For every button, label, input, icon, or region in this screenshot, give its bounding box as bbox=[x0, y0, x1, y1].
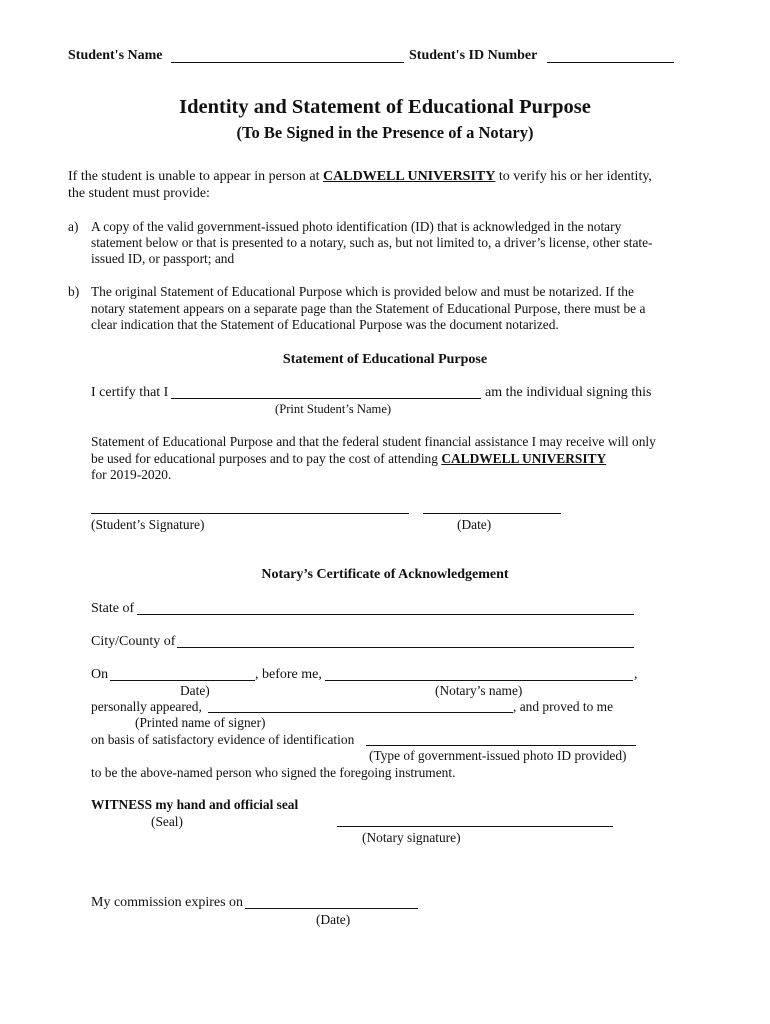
proved-label: , and proved to me bbox=[513, 699, 614, 714]
notary-date-caption: Date) bbox=[180, 683, 210, 698]
city-county-field[interactable] bbox=[177, 647, 634, 648]
id-type-caption: (Type of government-issued photo ID provided) bbox=[369, 748, 627, 763]
statement-body-prefix: be used for educational purposes and to pay the cost of attending bbox=[91, 451, 438, 466]
notary-signature-field[interactable] bbox=[337, 826, 613, 827]
seal-caption: (Seal) bbox=[151, 814, 183, 829]
signer-name-field[interactable] bbox=[208, 712, 513, 713]
item-b-marker: b) bbox=[68, 284, 80, 299]
statement-body-line-2 bbox=[91, 451, 606, 467]
above-named-text: to be the above-named person who signed the foregoing instrument. bbox=[91, 765, 456, 780]
intro-line-1 bbox=[68, 169, 652, 185]
item-b-line-1: The original Statement of Educational Purpose which is provided below and must be notarized. If the bbox=[91, 284, 634, 299]
notary-date-field[interactable] bbox=[110, 680, 255, 681]
commission-label: My commission expires on bbox=[91, 895, 244, 910]
state-field[interactable] bbox=[137, 614, 634, 615]
commission-date-field[interactable] bbox=[245, 908, 418, 909]
item-a-line-2: statement below or that is presented to a notary, such as, but not limited to, a driver’s license, other state- bbox=[91, 235, 653, 250]
on-line-comma: , bbox=[634, 667, 638, 682]
print-name-caption: (Print Student’s Name) bbox=[275, 402, 392, 416]
personally-appeared-label: personally appeared, bbox=[91, 699, 202, 714]
intro-university: CALDWELL UNIVERSITY bbox=[323, 169, 496, 184]
statement-date-field[interactable] bbox=[423, 513, 561, 514]
certify-prefix: I certify that I bbox=[91, 385, 169, 400]
notary-name-field[interactable] bbox=[325, 680, 633, 681]
item-a-marker: a) bbox=[68, 219, 79, 234]
student-name-label: Student's Name bbox=[68, 48, 163, 63]
intro-suffix: to verify his or her identity, bbox=[498, 169, 652, 184]
item-b-line-3: clear indication that the Statement of Educational Purpose was the document notarized. bbox=[91, 317, 559, 332]
item-b-line-2: notary statement appears on a separate page than the Statement of Educational Purpose, there must be a bbox=[91, 301, 646, 316]
statement-university: CALDWELL UNIVERSITY bbox=[441, 451, 607, 466]
certify-suffix: am the individual signing this bbox=[485, 385, 652, 400]
state-label: State of bbox=[91, 601, 135, 616]
intro-line-2: the student must provide: bbox=[68, 186, 210, 201]
city-county-label: City/County of bbox=[91, 634, 176, 649]
print-student-name-field[interactable] bbox=[171, 398, 481, 399]
witness-text: WITNESS my hand and official seal bbox=[91, 797, 299, 812]
student-id-field[interactable] bbox=[547, 62, 674, 63]
statement-date-caption: (Date) bbox=[457, 517, 492, 532]
item-a-line-3: issued ID, or passport; and bbox=[91, 251, 235, 266]
before-me-label: , before me, bbox=[255, 667, 322, 682]
statement-body-line-3: for 2019-2020. bbox=[91, 467, 172, 482]
page-title: Identity and Statement of Educational Purpose bbox=[179, 96, 591, 118]
page-subtitle: (To Be Signed in the Presence of a Notary) bbox=[236, 123, 534, 142]
student-id-label: Student's ID Number bbox=[409, 48, 538, 63]
id-type-field[interactable] bbox=[366, 745, 636, 746]
notary-heading: Notary’s Certificate of Acknowledgement bbox=[261, 567, 509, 582]
item-a-line-1: A copy of the valid government-issued photo identification (ID) that is acknowledged in the notary bbox=[91, 219, 622, 234]
notary-signature-caption: (Notary signature) bbox=[362, 830, 461, 845]
commission-date-caption: (Date) bbox=[316, 912, 351, 927]
student-signature-field[interactable] bbox=[91, 513, 409, 514]
student-signature-caption: (Student’s Signature) bbox=[91, 517, 205, 532]
intro-prefix: If the student is unable to appear in person at bbox=[68, 169, 320, 184]
evidence-label: on basis of satisfactory evidence of identification bbox=[91, 732, 355, 747]
student-name-field[interactable] bbox=[171, 62, 404, 63]
printed-name-caption: (Printed name of signer) bbox=[135, 715, 266, 730]
statement-body-line-1: Statement of Educational Purpose and that the federal student financial assistance I may receive will only bbox=[91, 434, 656, 449]
on-label: On bbox=[91, 667, 109, 682]
notary-name-caption: (Notary’s name) bbox=[435, 683, 523, 698]
statement-heading: Statement of Educational Purpose bbox=[282, 352, 488, 367]
